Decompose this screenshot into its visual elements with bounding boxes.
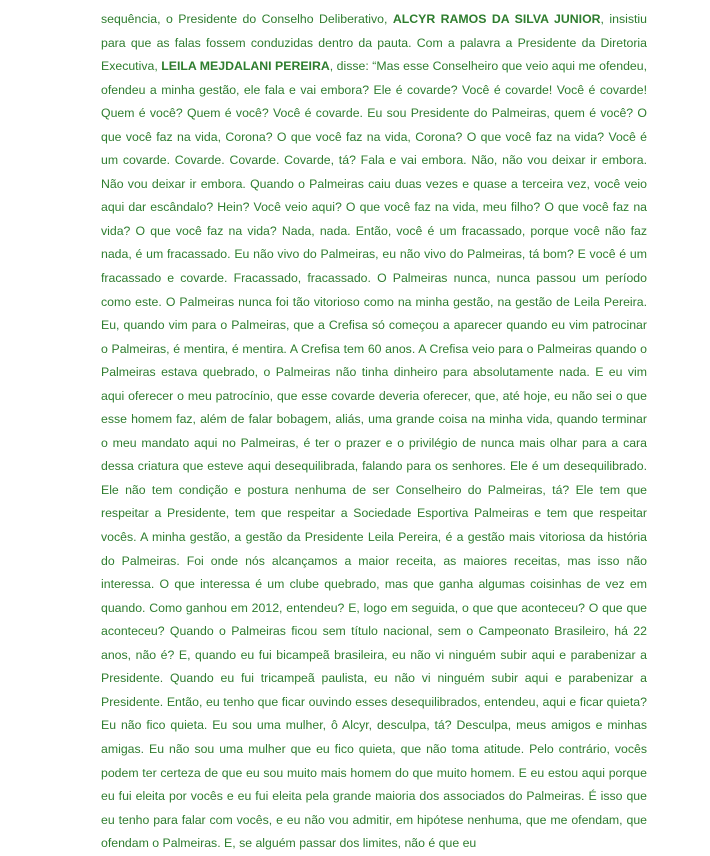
transcript-paragraph <box>101 8 647 856</box>
speech-text: , disse: “Mas esse Conselheiro que veio aqui me ofendeu, ofendeu a minha gestão, ele fala e vai embora? Ele é covarde? Você é covarde! Você é covarde! Quem é você? Quem é você? Você é covarde. Eu sou Presidente do Palmeiras, quem é você? O que você faz na vida, Corona? O que você faz na vida, Corona? O que você faz na vida? Você é um covarde. Covarde. Covarde. Covarde, tá? Fala e vai embora. Não, não vou deixar ir embora. Não vou deixar ir embora. Quando o Palmeiras caiu duas vezes e quase a terceira vez, você veio aqui dar escândalo? Hein? Você veio aqui? O que você faz na vida, meu filho? O que você faz na vida? O que você faz na vida? Nada, nada. Então, você é um fracassado, porque você não faz nada, é um fracassado. Eu não vivo do Palmeiras, eu não vivo do Palmeiras, tá bom? E você é um fracassado e covarde. Fracassado, fracassado. O Palmeiras nunca, nunca passou um período como este. O Palmeiras nunca foi tão vitorioso como na minha gestão, na gestão de Leila Pereira. Eu, quando vim para o Palmeiras, que a Crefisa só começou a aparecer quando eu vim patrocinar o Palmeiras, é mentira, é mentira. A Crefisa tem 60 anos. A Crefisa veio para o Palmeiras quando o Palmeiras estava quebrado, o Palmeiras não tinha dinheiro para absolutamente nada. E eu vim aqui oferecer o meu patrocínio, que esse covarde deveria oferecer, que, até hoje, eu não sei o que esse homem faz, além de falar bobagem, aliás, uma grande coisa na minha vida, quando terminar o meu mandato aqui no Palmeiras, é ter o prazer e o privilégio de nunca mais olhar para a cara dessa criatura que esteve aqui desequilibrada, falando para os senhores. Ele é um desequilibrado. Ele não tem condição e postura nenhuma de ser Conselheiro do Palmeiras, tá? Ele tem que respeitar a Presidente, tem que respeitar a Sociedade Esportiva Palmeiras e tem que respeitar vocês. A minha gestão, a gestão da Presidente Leila Pereira, é a gestão mais vitoriosa da história do Palmeiras. Foi onde nós alcançamos a maior receita, as maiores receitas, mas isso não interessa. O que interessa é um clube quebrado, mas que ganha algumas coisinhas de vez em quando. Como ganhou em 2012, entendeu? E, logo em seguida, o que que aconteceu? O que que aconteceu? Quando o Palmeiras ficou sem título nacional, sem o Campeonato Brasileiro, há 22 anos, não é? E, quando eu fui bicampeã brasileira, eu não vi ninguém subir aqui e parabenizar a Presidente. Quando eu fui tricampeã paulista, eu não vi ninguém subir aqui e parabenizar a Presidente. Então, eu tenho que ficar ouvindo esses desequilibrados, entendeu, aqui e ficar quieta? Eu não fico quieta. Eu sou uma mulher, ô Alcyr, desculpa, tá? Desculpa, meus amigos e minhas amigas. Eu não sou uma mulher que eu fico quieta, que não toma atitude. Pelo contrário, vocês podem ter certeza de que eu sou muito mais homem do que muito homem. E eu estou aqui porque eu fui eleita por vocês e eu fui eleita pela grande maioria dos associados do Palmeiras. É isso que eu tenho para falar com vocês, e eu não vou admitir, em hipótese nenhuma, que me ofendam, que ofendam o Palmeiras. E, se alguém passar dos limites, não é que eu <box>101 59 647 851</box>
council-president-name: ALCYR RAMOS DA SILVA JUNIOR <box>392 12 601 26</box>
executive-president-name: LEILA MEJDALANI PEREIRA <box>161 59 330 74</box>
text-segment: , insistiu para que as falas fossem conduzidas dentro da pauta. Com a palavra a Presidente da Diretoria Executiva, <box>101 12 647 74</box>
text-segment: sequência, o Presidente do Conselho Deliberativo, <box>101 12 393 26</box>
